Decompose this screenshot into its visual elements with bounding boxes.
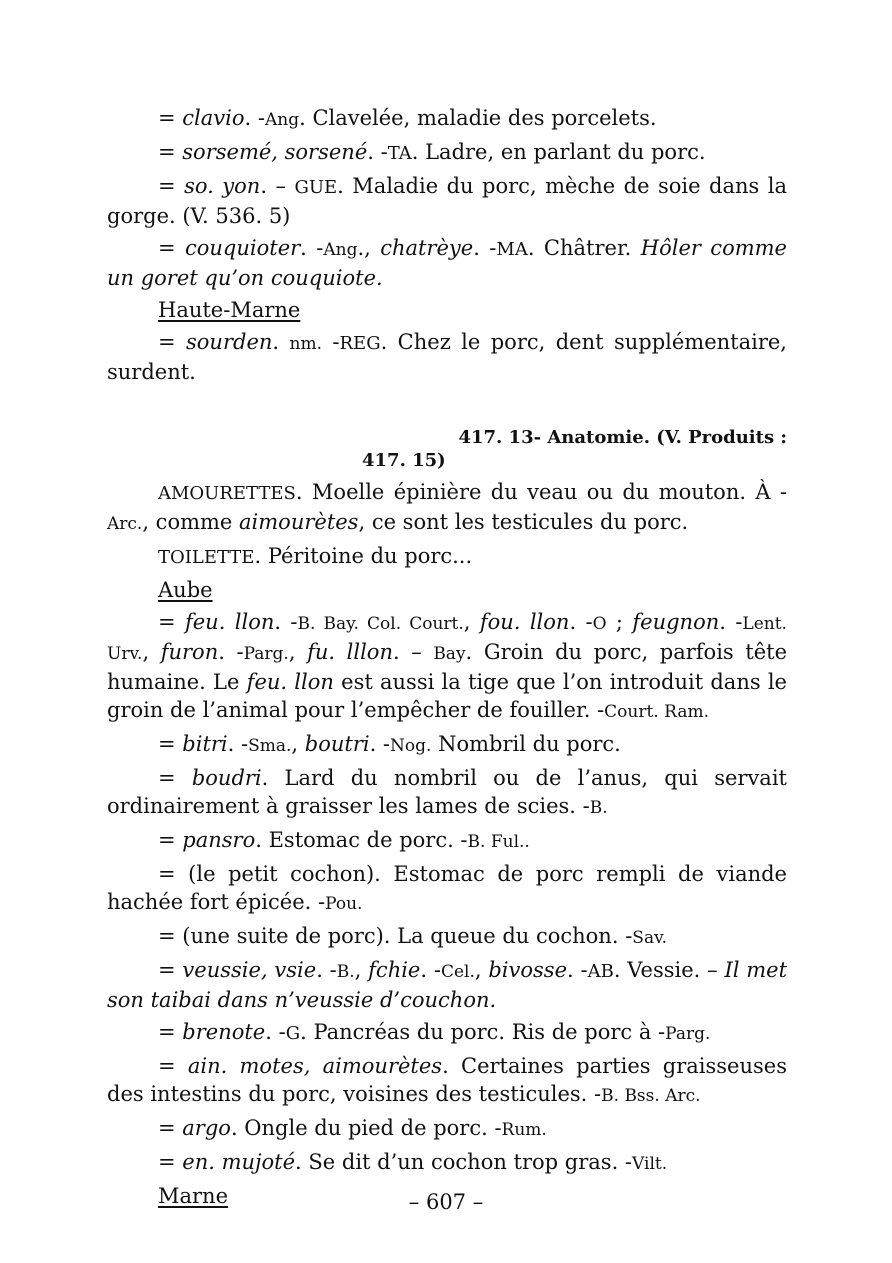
entry-amourettes: AMOURETTES. Moelle épinière du veau ou du mouton. À - Arc., comme aimourètes, ce sont les testicules du porc. — [107, 480, 788, 534]
section-title-line-1: 417. 13- Anatomie. (V. Produits : — [458, 427, 787, 448]
entry-sorseme: = sorsemé, sorsené. -TA. Ladre, en parlant du porc. — [158, 140, 706, 164]
region-haute-marne: Haute-Marne — [158, 298, 301, 322]
page-body — [107, 104, 787, 1214]
entry-suite-porc: = (une suite de porc). La queue du cochon. -Sav. — [158, 924, 668, 948]
entry-argo: = argo. Ongle du pied de porc. -Rum. — [158, 1116, 547, 1140]
entry-couquioter: = couquioter. -Ang., chatrèye. -MA. Châtrer. Hôler comme un goret qu’on couquiote. — [107, 236, 787, 290]
entry-enmujote: = en. mujoté. Se dit d’un cochon trop gras. -Vilt. — [158, 1150, 668, 1174]
entry-bitri: = bitri. -Sma., boutri. -Nog. Nombril du porc. — [158, 732, 621, 756]
entry-boudri: = boudri. Lard du nombril ou de l’anus, qui servait ordinairement à graisser les lames de scies. -B. — [107, 766, 787, 818]
entry-pansro: = pansro. Estomac de porc. -B. Ful.. — [158, 828, 530, 852]
region-aube: Aube — [158, 578, 213, 602]
entry-brenote: = brenote. -G. Pancréas du porc. Ris de porc à -Parg. — [158, 1020, 711, 1044]
section-title-line-2: 417. 15) — [362, 450, 446, 471]
page-number: – 607 – — [408, 1190, 484, 1214]
entry-clavio: = clavio. -Ang. Clavelée, maladie des porcelets. — [158, 106, 657, 130]
entry-soyon: = so. yon. – GUE. Maladie du porc, mèche de soie dans la gorge. (V. 536. 5) — [107, 174, 787, 228]
entry-toilette: TOILETTE. Péritoine du porc... — [158, 544, 473, 568]
entry-feullon: = feu. llon. -B. Bay. Col. Court., fou. llon. -O ; feugnon. -Lent. Urv., furon. -Parg., fu. lllon. – Bay. Groin du porc, parfois tête humaine. Le feu. llon est aussi la tige que l’on introduit dans le groin de l’animal pour l’empêcher de fouiller. -Court. Ram. — [107, 610, 788, 722]
section-title — [107, 426, 787, 472]
entry-sourden: = sourden. nm. -REG. Chez le porc, dent supplémentaire, surdent. — [107, 330, 787, 384]
entry-ainmotes: = ain. motes, aimourètes. Certaines parties graisseuses des intestins du porc, voisines des testicules. -B. Bss. Arc. — [107, 1054, 787, 1106]
entry-petit-cochon: = (le petit cochon). Estomac de porc rempli de viande hachée fort épicée. -Pou. — [107, 862, 787, 914]
entry-veussie: = veussie, vsie. -B., fchie. -Cel., bivosse. -AB. Vessie. – Il met son taibai dans n’veussie d’couchon. — [107, 958, 788, 1012]
region-marne: Marne — [158, 1184, 229, 1208]
